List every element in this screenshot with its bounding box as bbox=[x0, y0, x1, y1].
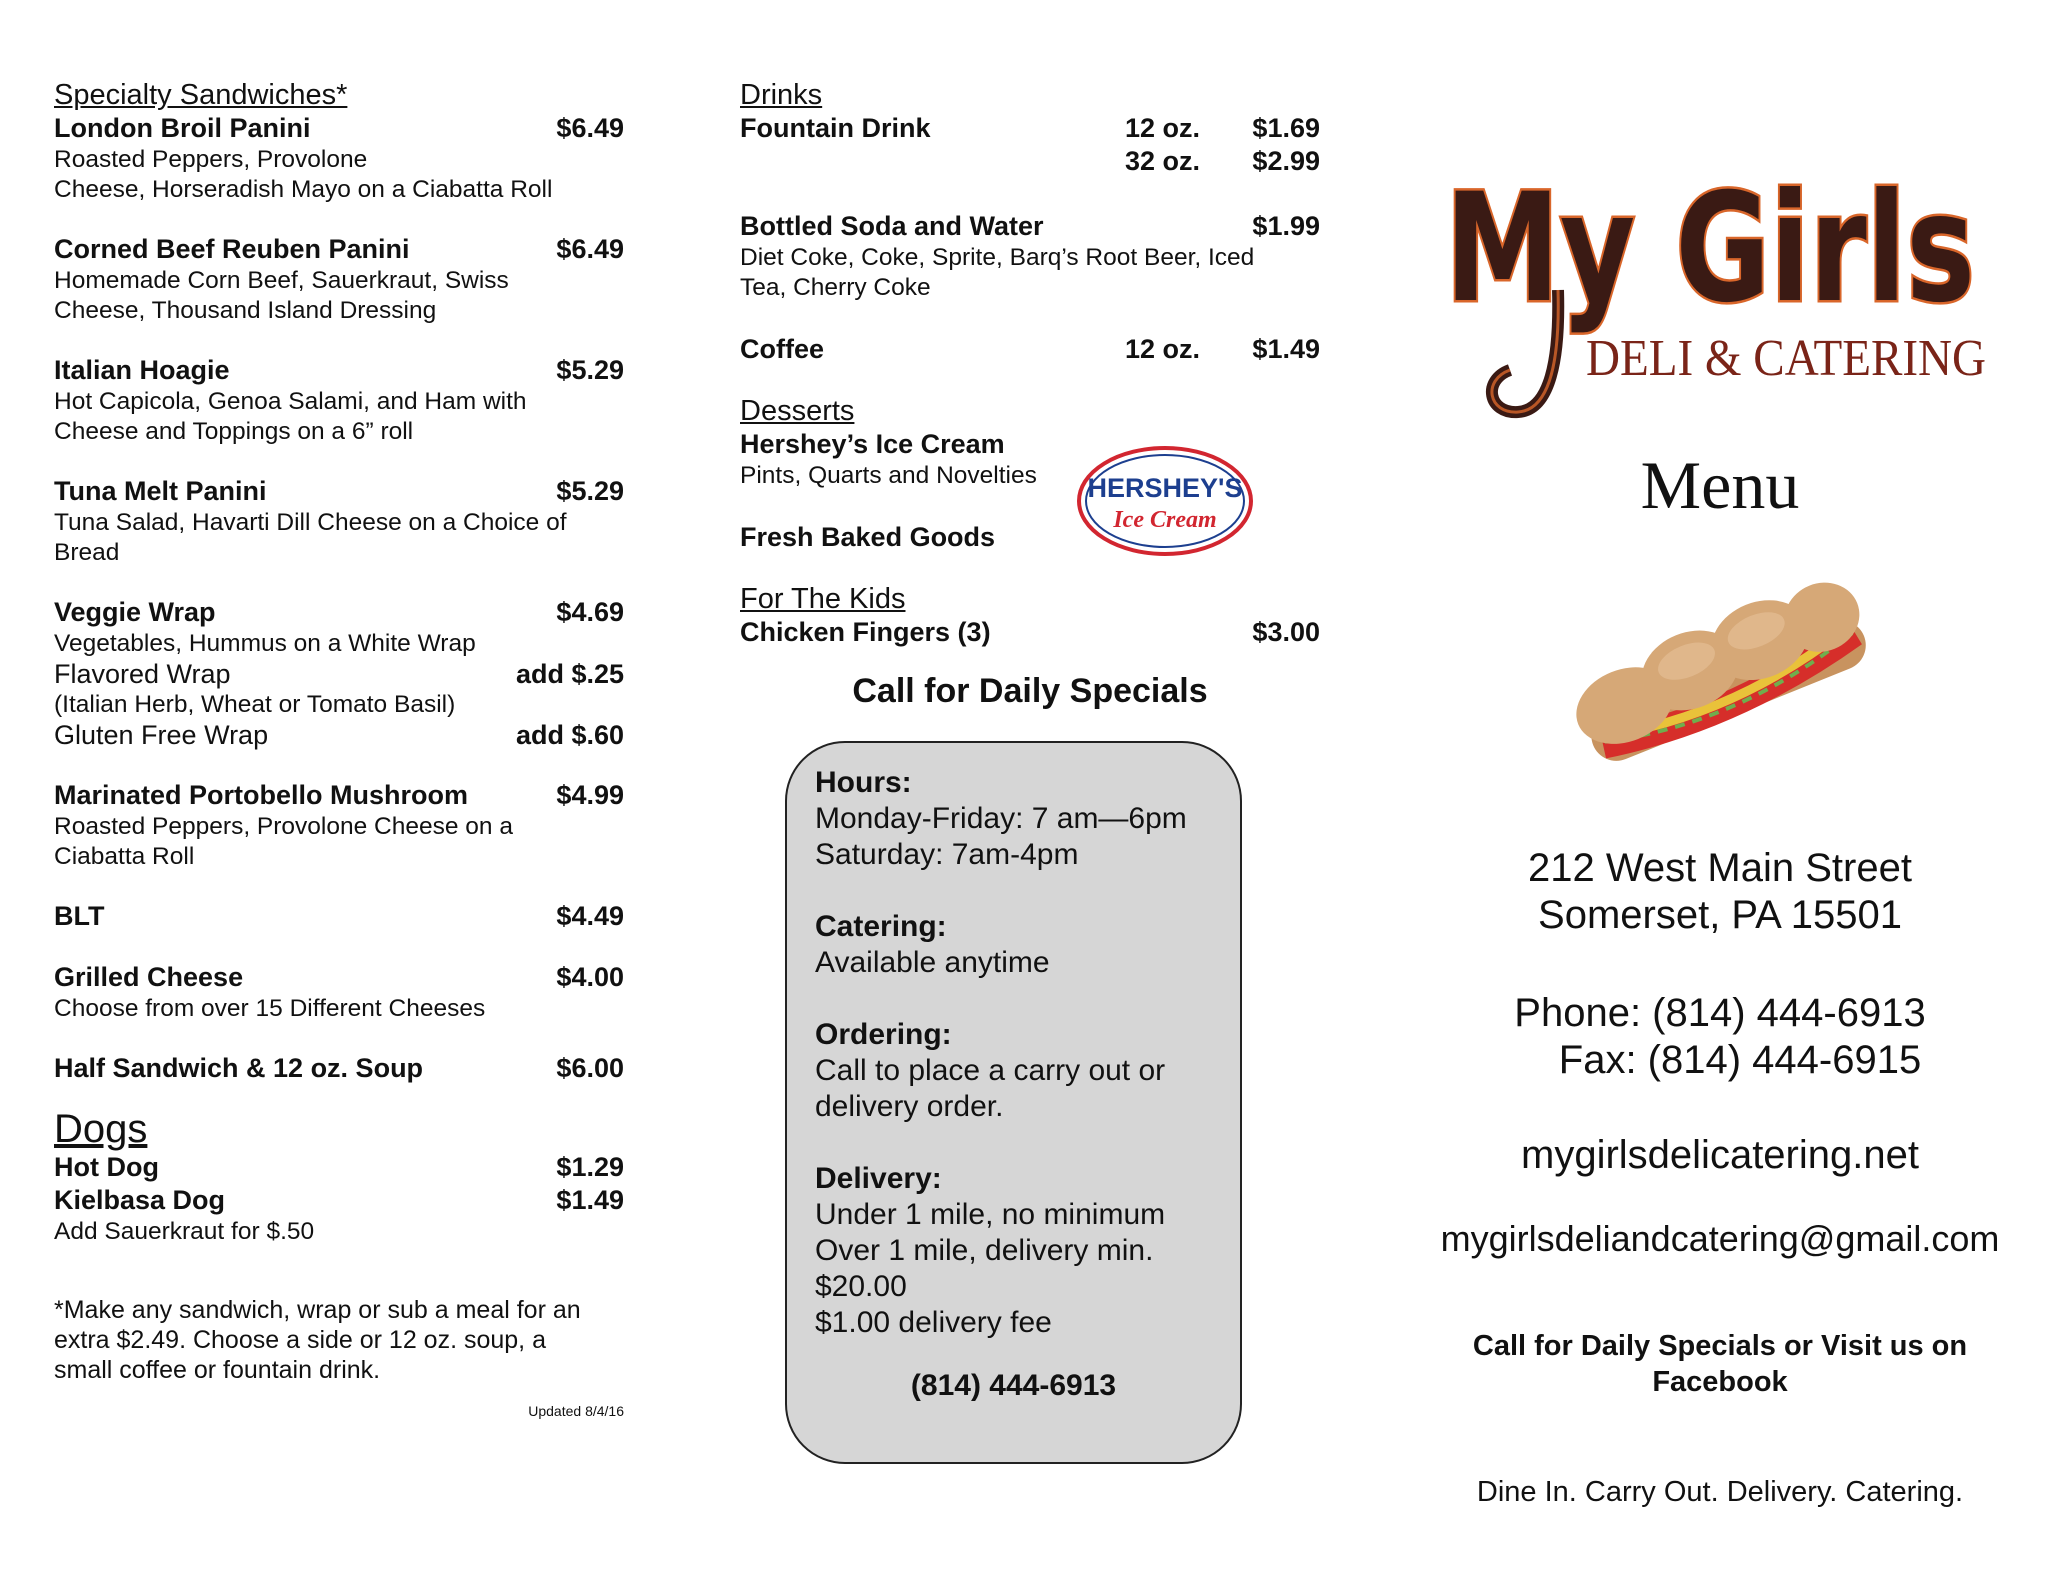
bottled-soda-row bbox=[740, 210, 1320, 243]
kids-item-row bbox=[740, 616, 1320, 649]
hershey-logo-text: HERSHEY'S bbox=[1087, 473, 1243, 503]
website: mygirlsdelicatering.net bbox=[1521, 1133, 1919, 1177]
item-price: $4.00 bbox=[556, 962, 624, 992]
item-name: London Broil Panini bbox=[54, 113, 311, 143]
desserts-heading: Desserts bbox=[740, 395, 855, 427]
sub-sandwich-illustration bbox=[1560, 570, 1880, 790]
item-size: 12 oz. bbox=[1124, 113, 1200, 143]
meal-note-line: *Make any sandwich, wrap or sub a meal for an bbox=[54, 1296, 581, 1324]
menu-item bbox=[54, 475, 624, 568]
item-name: Fresh Baked Goods bbox=[740, 522, 996, 552]
delivery-line: $1.00 delivery fee bbox=[815, 1306, 1052, 1339]
sandwich-column bbox=[54, 78, 624, 1419]
item-description: Cheese, Thousand Island Dressing bbox=[54, 297, 437, 324]
menu-item bbox=[54, 596, 624, 751]
meal-note-line: small coffee or fountain drink. bbox=[54, 1356, 381, 1384]
tagline: Dine In. Carry Out. Delivery. Catering. bbox=[1476, 1476, 1964, 1508]
item-price: $1.49 bbox=[1252, 334, 1320, 364]
item-name: Chicken Fingers (3) bbox=[740, 617, 991, 647]
logo-main-text: My Girls bbox=[1445, 162, 1975, 336]
item-name: Half Sandwich & 12 oz. Soup bbox=[54, 1053, 424, 1083]
ordering-line: delivery order. bbox=[815, 1090, 1004, 1123]
delivery-line: $20.00 bbox=[815, 1270, 907, 1303]
item-name: Corned Beef Reuben Panini bbox=[54, 234, 410, 264]
option-description: (Italian Herb, Wheat or Tomato Basil) bbox=[54, 691, 456, 718]
catering-line: Available anytime bbox=[815, 946, 1050, 979]
item-description: Tea, Cherry Coke bbox=[740, 274, 931, 301]
item-price: $1.69 bbox=[1252, 113, 1320, 143]
item-price: $6.49 bbox=[556, 113, 624, 143]
option-price: add $.25 bbox=[515, 659, 624, 689]
visit-line: Call for Daily Specials or Visit us on bbox=[1472, 1330, 1968, 1362]
hershey-logo-subtext: Ice Cream bbox=[1113, 507, 1217, 533]
item-description: Cheese, Horseradish Mayo on a Ciabatta Roll bbox=[54, 176, 553, 203]
delivery-line: Under 1 mile, no minimum bbox=[815, 1198, 1166, 1231]
item-price: $6.00 bbox=[556, 1053, 624, 1083]
item-size: 12 oz. bbox=[1124, 334, 1200, 364]
item-name: Fountain Drink bbox=[740, 113, 931, 143]
hours-heading: Hours: bbox=[815, 766, 912, 799]
item-description: Choose from over 15 Different Cheeses bbox=[54, 995, 486, 1022]
hours-line: Monday-Friday: 7 am—6pm bbox=[815, 802, 1187, 835]
drinks-heading: Drinks bbox=[740, 79, 823, 111]
coffee-row bbox=[740, 333, 1320, 366]
item-name: Hot Dog bbox=[54, 1152, 159, 1182]
catering-heading: Catering: bbox=[815, 910, 947, 943]
menu-item bbox=[54, 1052, 624, 1085]
item-description: Roasted Peppers, Provolone Cheese on a bbox=[54, 813, 513, 840]
item-price: $1.49 bbox=[556, 1185, 624, 1215]
item-description: Tuna Salad, Havarti Dill Cheese on a Choice of bbox=[54, 509, 567, 536]
hours-box bbox=[785, 741, 1242, 1464]
updated-date: Updated 8/4/16 bbox=[528, 1403, 624, 1419]
contact-numbers bbox=[1420, 990, 2020, 1084]
ordering-heading: Ordering: bbox=[815, 1018, 952, 1051]
visit-line: Facebook bbox=[1652, 1366, 1788, 1398]
kids-heading: For The Kids bbox=[740, 583, 906, 615]
menu-item bbox=[54, 779, 624, 872]
call-specials: Call for Daily Specials bbox=[852, 672, 1208, 710]
option-name: Flavored Wrap bbox=[54, 659, 231, 689]
drinks-column bbox=[740, 78, 1320, 1464]
my-girls-logo bbox=[1440, 140, 2000, 430]
item-price: $6.49 bbox=[556, 234, 624, 264]
option-price: add $.60 bbox=[515, 720, 624, 750]
option-name: Gluten Free Wrap bbox=[54, 720, 269, 750]
fountain-drink-row bbox=[740, 112, 1320, 145]
item-price: $3.00 bbox=[1252, 617, 1320, 647]
menu-item bbox=[54, 233, 624, 326]
hersheys-ice-cream-logo bbox=[1076, 445, 1254, 557]
box-phone: (814) 444-6913 bbox=[910, 1369, 1117, 1402]
item-description: Hot Capicola, Genoa Salami, and Ham with bbox=[54, 388, 527, 415]
menu-item bbox=[54, 900, 624, 933]
item-name: Kielbasa Dog bbox=[54, 1185, 226, 1215]
item-name: Hershey’s Ice Cream bbox=[740, 429, 1005, 459]
email: mygirlsdeliandcatering@gmail.com bbox=[1440, 1218, 2000, 1259]
item-price: $2.99 bbox=[1252, 146, 1320, 176]
item-name: Tuna Melt Panini bbox=[54, 476, 267, 506]
meal-note bbox=[54, 1295, 624, 1385]
menu-item bbox=[54, 354, 624, 447]
item-price: $1.99 bbox=[1252, 211, 1320, 241]
item-description: Vegetables, Hummus on a White Wrap bbox=[54, 630, 476, 657]
item-name: BLT bbox=[54, 901, 105, 931]
item-size: 32 oz. bbox=[1124, 146, 1200, 176]
wrap-option bbox=[54, 659, 624, 690]
address-line: Somerset, PA 15501 bbox=[1538, 893, 1902, 937]
item-name: Italian Hoagie bbox=[54, 355, 230, 385]
dogs-note: Add Sauerkraut for $.50 bbox=[54, 1218, 315, 1245]
menu-item bbox=[54, 961, 624, 1024]
logo-sub-text: DELI & CATERING bbox=[1586, 330, 1986, 387]
menu-title: Menu bbox=[1640, 447, 1800, 523]
item-description: Roasted Peppers, Provolone bbox=[54, 146, 368, 173]
address bbox=[1420, 845, 2020, 939]
item-description: Cheese and Toppings on a 6” roll bbox=[54, 418, 414, 445]
item-name: Veggie Wrap bbox=[54, 597, 216, 627]
wrap-option bbox=[54, 720, 624, 751]
item-description: Ciabatta Roll bbox=[54, 843, 195, 870]
item-price: $4.49 bbox=[556, 901, 624, 931]
fax-number: Fax: (814) 444-6915 bbox=[1558, 1038, 1922, 1082]
menu-item bbox=[54, 112, 624, 205]
item-description: Homemade Corn Beef, Sauerkraut, Swiss bbox=[54, 267, 509, 294]
item-name: Bottled Soda and Water bbox=[740, 211, 1044, 241]
item-price: $5.29 bbox=[556, 476, 624, 506]
address-line: 212 West Main Street bbox=[1528, 846, 1912, 890]
fountain-drink-row bbox=[740, 145, 1320, 178]
item-price: $4.69 bbox=[556, 597, 624, 627]
delivery-line: Over 1 mile, delivery min. bbox=[815, 1234, 1154, 1267]
item-price: $5.29 bbox=[556, 355, 624, 385]
item-price: $4.99 bbox=[556, 780, 624, 810]
phone-number: Phone: (814) 444-6913 bbox=[1514, 991, 1926, 1035]
item-price: $1.29 bbox=[556, 1152, 624, 1182]
meal-note-line: extra $2.49. Choose a side or 12 oz. soup, a bbox=[54, 1326, 546, 1354]
item-description: Diet Coke, Coke, Sprite, Barq’s Root Beer, Iced bbox=[740, 244, 1255, 271]
specialty-sandwiches-heading: Specialty Sandwiches* bbox=[54, 79, 348, 111]
visit-facebook-note bbox=[1420, 1328, 2020, 1400]
item-name: Coffee bbox=[740, 334, 825, 364]
item-description: Pints, Quarts and Novelties bbox=[740, 462, 1037, 489]
ordering-line: Call to place a carry out or bbox=[815, 1054, 1166, 1087]
hours-line: Saturday: 7am-4pm bbox=[815, 838, 1079, 871]
item-name: Grilled Cheese bbox=[54, 962, 244, 992]
delivery-heading: Delivery: bbox=[815, 1162, 942, 1195]
item-name: Marinated Portobello Mushroom bbox=[54, 780, 469, 810]
item-description: Bread bbox=[54, 539, 120, 566]
dogs-heading: Dogs bbox=[54, 1107, 148, 1151]
